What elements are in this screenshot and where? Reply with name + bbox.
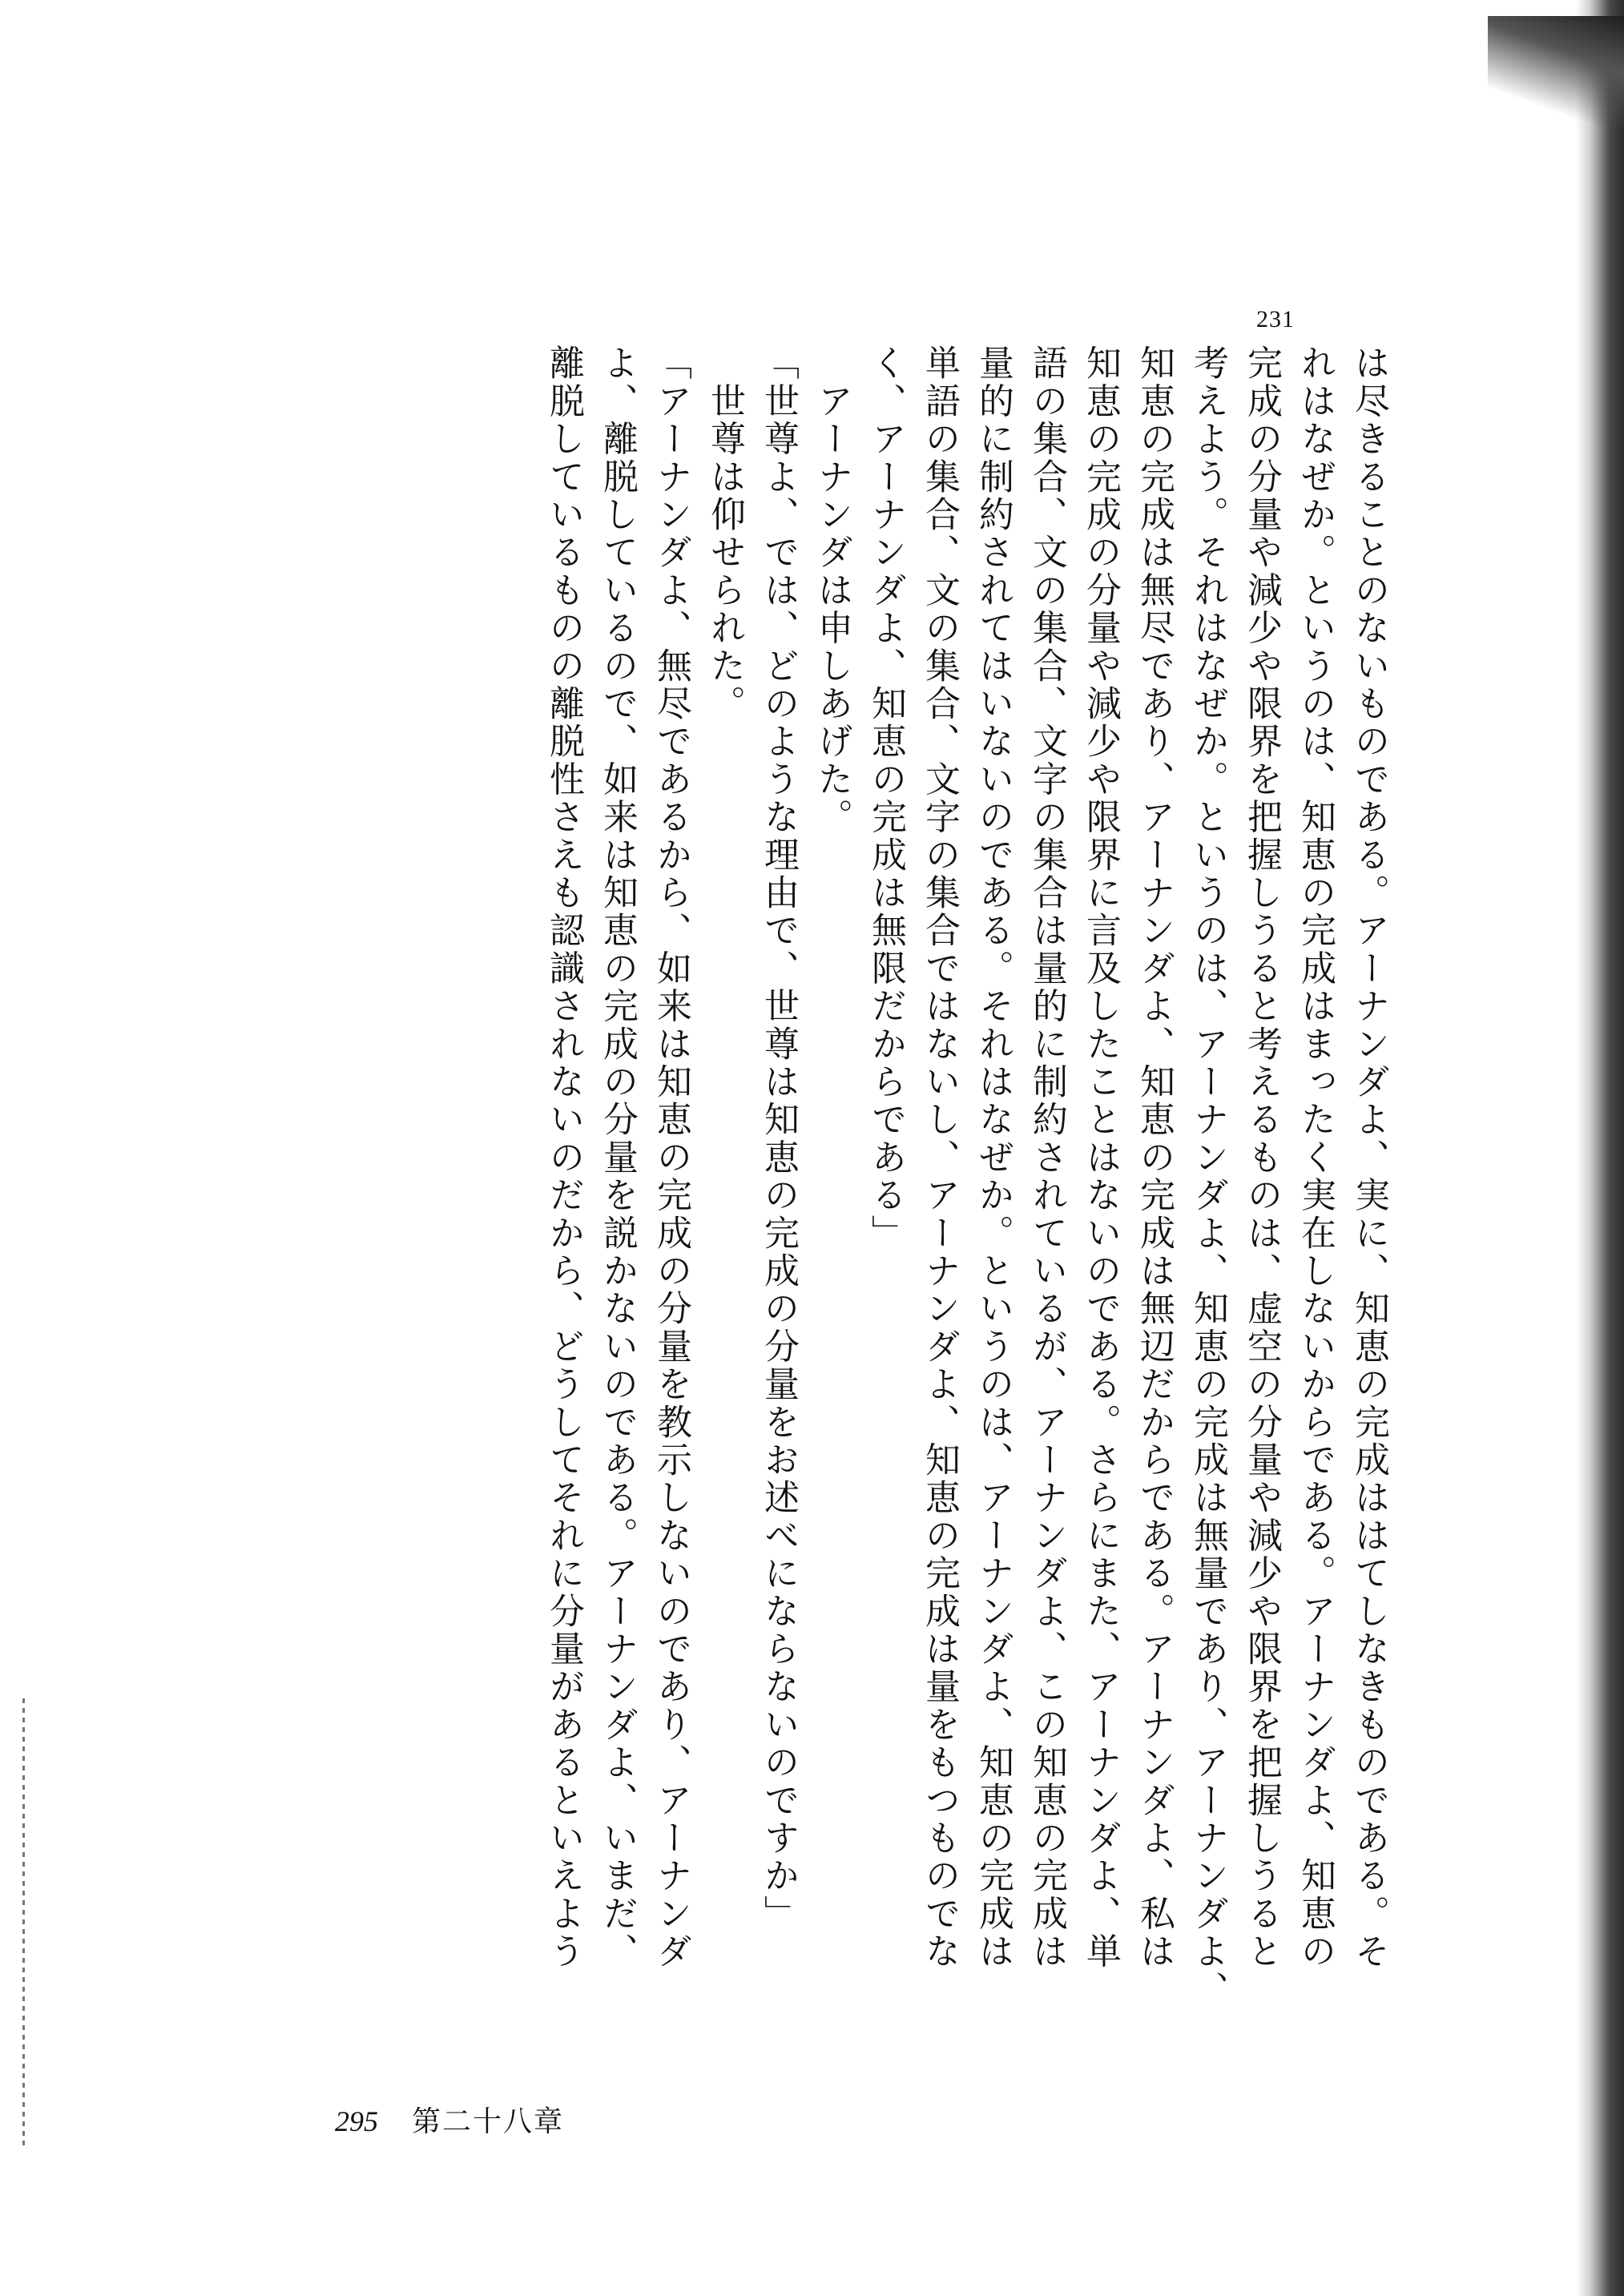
text-column: 考えよう。それはなぜか。というのは、アーナンダよ、知恵の完成は無量であり、アーナンダよ、 [1187, 344, 1228, 2008]
text-column: れはなぜか。というのは、知恵の完成はまったく実在しないからである。アーナンダよ、知恵の [1295, 344, 1336, 1971]
text-column: 「アーナンダよ、無尽であるから、如来は知恵の完成の分量を教示しないのであり、アーナンダ [651, 344, 691, 1971]
text-column: は尽きることのないものである。アーナンダよ、実に、知恵の完成ははてしなきものである。そ [1348, 344, 1389, 1971]
scan-edge-shadow [1576, 0, 1624, 2296]
marginal-reference-number: 231 [1256, 306, 1295, 332]
text-column: 「世尊よ、では、どのような理由で、世尊は知恵の完成の分量をお述べにならないのですか」 [758, 344, 799, 1933]
text-column: アーナンダは申しあげた。 [812, 344, 852, 836]
vertical-body-text [537, 344, 1396, 2067]
chapter-title: 第二十八章 [412, 2105, 565, 2138]
text-column: く、アーナンダよ、知恵の完成は無限だからである」 [865, 344, 906, 1252]
text-column: 単語の集合、文の集合、文字の集合ではないし、アーナンダよ、知恵の完成は量をもつものでな [919, 344, 960, 1971]
text-column: 量的に制約されてはいないのである。それはなぜか。というのは、アーナンダよ、知恵の完成は [973, 344, 1013, 1971]
page-number: 295 [335, 2105, 378, 2137]
text-column: 世尊は仰せられた。 [704, 344, 745, 723]
text-column: 知恵の完成は無尽であり、アーナンダよ、知恵の完成は無辺だからである。アーナンダよ、私は [1134, 344, 1175, 1971]
text-column: よ、離脱しているので、如来は知恵の完成の分量を説かないのである。アーナンダよ、いまだ、 [597, 344, 638, 1971]
text-column: 離脱しているものの離脱性さえも認識されないのだから、どうしてそれに分量があるといえよう [543, 344, 584, 1971]
text-column: 完成の分量や減少や限界を把握しうると考えるものは、虚空の分量や減少や限界を把握しうると [1241, 344, 1282, 1971]
text-column: 語の集合、文の集合、文字の集合は量的に制約されているが、アーナンダよ、この知恵の完成は [1026, 344, 1067, 1971]
text-column: 知恵の完成の分量や減少や限界に言及したことはないのである。さらにまた、アーナンダよ、単 [1080, 344, 1121, 1971]
page-footer [335, 2099, 564, 2140]
scan-margin-mark [22, 1698, 25, 2147]
scan-corner-shadow [1488, 16, 1624, 128]
